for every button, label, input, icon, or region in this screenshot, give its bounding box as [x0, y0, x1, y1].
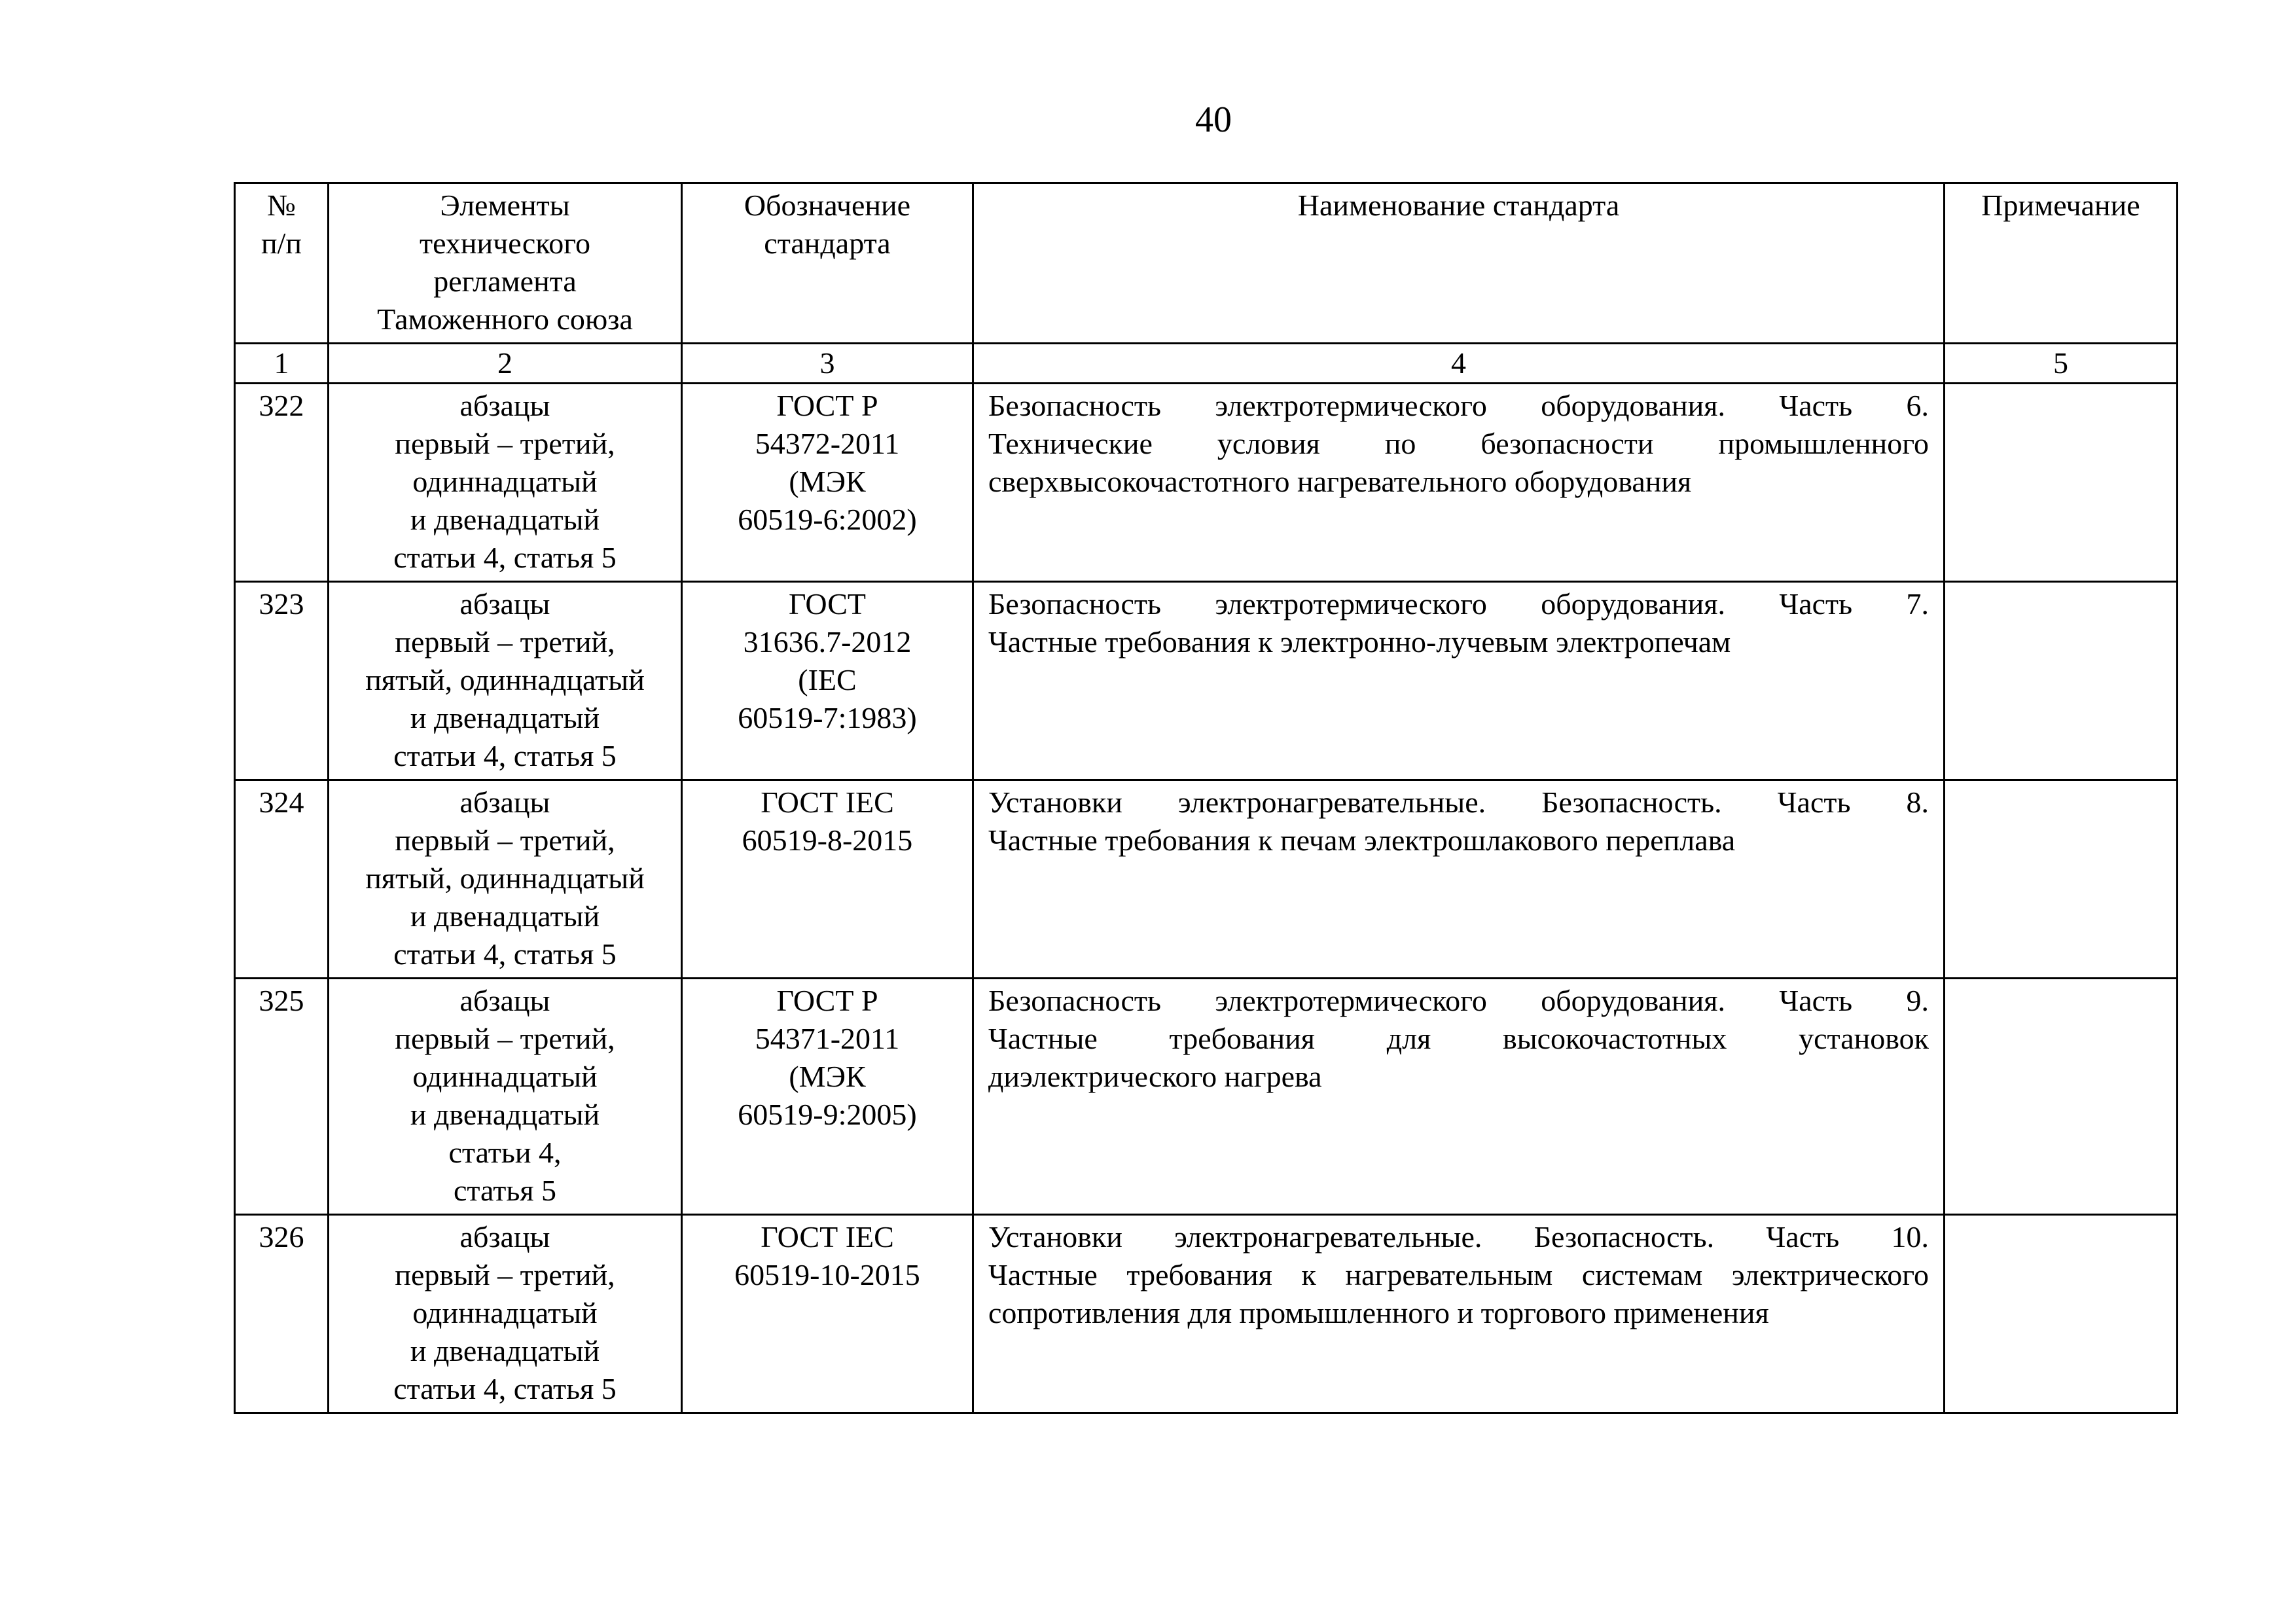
- row-elements: [329, 384, 682, 582]
- elements-line: и двенадцатый: [410, 1334, 600, 1367]
- designation-line: ГОСТ IEC: [761, 785, 894, 819]
- column-number: 1: [235, 344, 329, 384]
- elements-line: одиннадцатый: [412, 1060, 598, 1093]
- header-elements-line: технического: [420, 226, 590, 260]
- header-number: [235, 183, 329, 344]
- elements-line: и двенадцатый: [410, 1098, 600, 1131]
- designation-line: ГОСТ: [788, 587, 866, 621]
- standard-name-line: Установки электронагревательные. Безопасность. Часть 8.: [988, 785, 1929, 819]
- elements-line: первый – третий,: [395, 823, 615, 857]
- header-number-line: п/п: [260, 226, 302, 260]
- designation-line: 60519-8-2015: [742, 823, 913, 857]
- table-row: [235, 979, 2178, 1215]
- header-standard-name: Наименование стандарта: [973, 183, 1945, 344]
- row-elements: [329, 582, 682, 780]
- page-number: 40: [1195, 99, 1232, 140]
- designation-line: (МЭК: [789, 1060, 866, 1093]
- elements-line: и двенадцатый: [410, 701, 600, 734]
- table-header-row: [235, 183, 2178, 344]
- designation-line: 60519-6:2002): [738, 503, 917, 536]
- elements-line: первый – третий,: [395, 427, 615, 460]
- standard-name-line: Установки электронагревательные. Безопасность. Часть 10.: [988, 1220, 1929, 1254]
- row-number: 322: [235, 384, 329, 582]
- header-elements: [329, 183, 682, 344]
- designation-line: (МЭК: [789, 465, 866, 498]
- table-row: [235, 1215, 2178, 1413]
- elements-line: статьи 4, статья 5: [393, 739, 617, 772]
- row-note: [1945, 582, 2178, 780]
- header-designation: [682, 183, 973, 344]
- designation-line: (IEC: [798, 663, 857, 696]
- elements-line: одиннадцатый: [412, 465, 598, 498]
- row-note: [1945, 780, 2178, 979]
- standard-name-line: Технические условия по безопасности промышленного: [988, 427, 1929, 460]
- header-note: Примечание: [1945, 183, 2178, 344]
- row-designation: [682, 582, 973, 780]
- elements-line: абзацы: [459, 1220, 550, 1254]
- elements-line: статьи 4, статья 5: [393, 1372, 617, 1405]
- standard-name-line: Безопасность электротермического оборудования. Часть 9.: [988, 984, 1929, 1017]
- header-number-line: №: [267, 189, 296, 222]
- row-note: [1945, 384, 2178, 582]
- table-row: [235, 384, 2178, 582]
- standard-name-line: Безопасность электротермического оборудования. Часть 6.: [988, 389, 1929, 422]
- row-elements: [329, 979, 682, 1215]
- header-elements-line: регламента: [433, 264, 577, 298]
- elements-line: статья 5: [453, 1174, 557, 1207]
- row-number: 325: [235, 979, 329, 1215]
- row-standard-name: [973, 384, 1945, 582]
- row-designation: [682, 1215, 973, 1413]
- standard-name-line: Частные требования к нагревательным системам электрического: [988, 1258, 1929, 1291]
- row-number: 324: [235, 780, 329, 979]
- row-elements: [329, 1215, 682, 1413]
- designation-line: 60519-7:1983): [738, 701, 917, 734]
- row-standard-name: [973, 979, 1945, 1215]
- standard-name-line: диэлектрического нагрева: [988, 1060, 1322, 1093]
- column-number: 4: [973, 344, 1945, 384]
- standard-name-line: сопротивления для промышленного и торгового применения: [988, 1296, 1769, 1329]
- designation-line: 60519-10-2015: [734, 1258, 920, 1291]
- elements-line: пятый, одиннадцатый: [365, 861, 645, 895]
- elements-line: и двенадцатый: [410, 899, 600, 933]
- row-designation: [682, 384, 973, 582]
- elements-line: первый – третий,: [395, 1258, 615, 1291]
- designation-line: 60519-9:2005): [738, 1098, 917, 1131]
- standard-name-line: Безопасность электротермического оборудования. Часть 7.: [988, 587, 1929, 621]
- elements-line: первый – третий,: [395, 625, 615, 659]
- row-designation: [682, 780, 973, 979]
- designation-line: ГОСТ Р: [776, 984, 878, 1017]
- standard-name-line: Частные требования к печам электрошлакового переплава: [988, 823, 1736, 857]
- row-number: 323: [235, 582, 329, 780]
- elements-line: статьи 4, статья 5: [393, 937, 617, 971]
- designation-line: 54372-2011: [755, 427, 900, 460]
- column-number: 5: [1945, 344, 2178, 384]
- row-standard-name: [973, 1215, 1945, 1413]
- elements-line: первый – третий,: [395, 1022, 615, 1055]
- row-note: [1945, 1215, 2178, 1413]
- designation-line: 31636.7-2012: [743, 625, 912, 659]
- elements-line: статьи 4, статья 5: [393, 541, 617, 574]
- elements-line: статьи 4,: [448, 1136, 562, 1169]
- row-designation: [682, 979, 973, 1215]
- row-number: 326: [235, 1215, 329, 1413]
- row-standard-name: [973, 582, 1945, 780]
- header-elements-line: Элементы: [440, 189, 570, 222]
- elements-line: одиннадцатый: [412, 1296, 598, 1329]
- elements-line: абзацы: [459, 984, 550, 1017]
- column-number: 2: [329, 344, 682, 384]
- header-designation-line: стандарта: [764, 226, 891, 260]
- standard-name-line: Частные требования к электронно-лучевым электропечам: [988, 625, 1731, 659]
- elements-line: и двенадцатый: [410, 503, 600, 536]
- row-elements: [329, 780, 682, 979]
- elements-line: абзацы: [459, 389, 550, 422]
- standards-table: [234, 182, 2178, 1414]
- elements-line: пятый, одиннадцатый: [365, 663, 645, 696]
- header-designation-line: Обозначение: [744, 189, 911, 222]
- header-elements-line: Таможенного союза: [377, 302, 633, 336]
- designation-line: ГОСТ IEC: [761, 1220, 894, 1254]
- elements-line: абзацы: [459, 587, 550, 621]
- table-row: [235, 582, 2178, 780]
- standard-name-line: Частные требования для высокочастотных установок: [988, 1022, 1929, 1055]
- designation-line: ГОСТ Р: [776, 389, 878, 422]
- table-row: [235, 780, 2178, 979]
- elements-line: абзацы: [459, 785, 550, 819]
- column-numbers-row: [235, 344, 2178, 384]
- designation-line: 54371-2011: [755, 1022, 900, 1055]
- standard-name-line: сверхвысокочастотного нагревательного оборудования: [988, 465, 1692, 498]
- row-standard-name: [973, 780, 1945, 979]
- column-number: 3: [682, 344, 973, 384]
- row-note: [1945, 979, 2178, 1215]
